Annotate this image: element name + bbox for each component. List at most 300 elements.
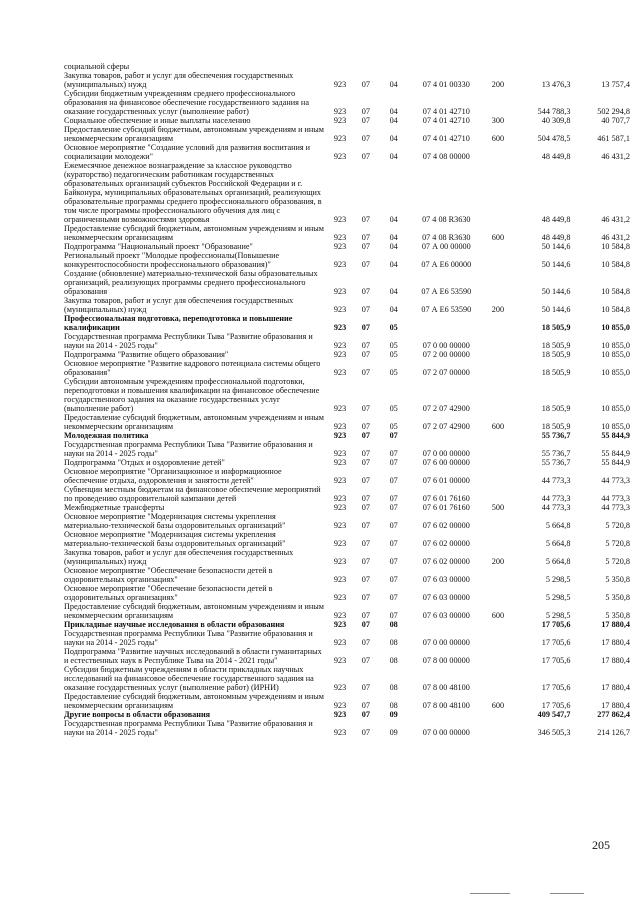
amount-year1: 17 705,6 — [541, 683, 571, 692]
target-article-code: 07 4 01 42710 — [422, 107, 470, 116]
amount-year2: 46 431,2 — [601, 152, 630, 161]
section-code: 07 — [361, 233, 370, 242]
section-code: 07 — [361, 260, 370, 269]
expense-type-code: 600 — [491, 611, 505, 620]
subsection-code: 05 — [389, 422, 398, 431]
table-row — [64, 629, 630, 647]
table-row — [64, 161, 630, 224]
subsection-code: 05 — [389, 341, 398, 350]
target-article-code: 07 2 00 00000 — [422, 350, 470, 359]
admin-code: 923 — [333, 494, 347, 503]
amount-year1: 17 705,6 — [541, 638, 571, 647]
target-article-code: 07 4 01 42710 — [422, 116, 470, 125]
table-row — [64, 296, 630, 314]
amount-year1: 5 298,5 — [545, 575, 571, 584]
target-article-code: 07 6 02 00000 — [422, 521, 470, 530]
admin-code: 923 — [333, 233, 347, 242]
row-name: Предоставление субсидий бюджетным, автономным учреждениям и иным некоммерческим организациям — [64, 602, 324, 620]
target-article-code: 07 2 07 00000 — [422, 368, 470, 377]
amount-year1: 50 144,6 — [541, 305, 571, 314]
section-code: 07 — [361, 215, 370, 224]
amount-year1: 18 505,9 — [541, 341, 571, 350]
section-code: 07 — [361, 710, 370, 719]
target-article-code: 07 А Е6 00000 — [421, 260, 472, 269]
amount-year2: 10 855,0 — [601, 404, 630, 413]
amount-year1: 55 736,7 — [541, 431, 571, 440]
row-name: Основное мероприятие "Модернизация системы укрепления материально-технической базы оздоровительных организаций" — [64, 530, 286, 548]
subsection-code: 05 — [389, 350, 398, 359]
amount-year1: 18 505,9 — [541, 350, 571, 359]
amount-year1: 409 547,7 — [537, 710, 571, 719]
amount-year1: 5 298,5 — [545, 611, 571, 620]
budget-table — [64, 62, 630, 737]
row-name: Основное мероприятие "Развитие кадрового потенциала системы общего образования" — [64, 359, 321, 377]
admin-code: 923 — [333, 323, 347, 332]
subsection-code: 04 — [389, 134, 398, 143]
footer-dash — [550, 893, 584, 894]
admin-code: 923 — [333, 539, 347, 548]
expense-type-code: 600 — [491, 422, 505, 431]
subsection-code: 04 — [389, 80, 398, 89]
table-row — [64, 710, 630, 719]
row-name: Подпрограмма "Национальный проект "Образование" — [64, 242, 253, 251]
subsection-code: 07 — [389, 494, 398, 503]
admin-code: 923 — [333, 80, 347, 89]
subsection-code: 05 — [389, 323, 398, 332]
subsection-code: 04 — [389, 215, 398, 224]
amount-year1: 50 144,6 — [541, 242, 571, 251]
table-row — [64, 530, 630, 548]
admin-code: 923 — [333, 683, 347, 692]
amount-year1: 5 298,5 — [545, 593, 571, 602]
row-name: Предоставление субсидий бюджетным, автономным учреждениям и иным некоммерческим организациям — [64, 692, 324, 710]
amount-year1: 18 505,9 — [541, 422, 571, 431]
subsection-code: 07 — [389, 449, 398, 458]
footer-dash — [470, 893, 510, 894]
row-name: Государственная программа Республики Тыва "Развитие образования и науки на 2014 - 2025 годы" — [64, 719, 313, 737]
row-name: Предоставление субсидий бюджетным, автономным учреждениям и иным некоммерческим организациям — [64, 125, 324, 143]
section-code: 07 — [361, 134, 370, 143]
row-name: Основное мероприятие "Организационное и информационное обеспечение отдыха, оздоровления и занятости детей" — [64, 467, 282, 485]
row-name: Основное мероприятие "Создание условий для развития воспитания и социализации молодежи" — [64, 143, 311, 161]
admin-code: 923 — [333, 287, 347, 296]
table-row — [64, 251, 630, 269]
table-row — [64, 269, 630, 296]
subsection-code: 07 — [389, 539, 398, 548]
section-code: 07 — [361, 80, 370, 89]
admin-code: 923 — [333, 620, 347, 629]
subsection-code: 07 — [389, 521, 398, 530]
subsection-code: 08 — [389, 683, 398, 692]
amount-year1: 5 664,8 — [545, 539, 571, 548]
subsection-code: 08 — [389, 656, 398, 665]
amount-year2: 10 584,8 — [601, 260, 630, 269]
amount-year2: 40 707,7 — [601, 116, 630, 125]
amount-year2: 10 584,8 — [601, 242, 630, 251]
amount-year2: 17 880,4 — [601, 620, 630, 629]
amount-year2: 10 584,8 — [601, 305, 630, 314]
target-article-code: 07 6 01 76160 — [422, 494, 470, 503]
row-name: Создание (обновление) материально-технической базы образовательных организаций, реализующих программы среднего профессионального образования — [64, 269, 318, 296]
admin-code: 923 — [333, 215, 347, 224]
subsection-code: 07 — [389, 503, 398, 512]
target-article-code: 07 8 00 00000 — [422, 656, 470, 665]
amount-year2: 10 855,0 — [601, 422, 630, 431]
table-row — [64, 665, 630, 692]
target-article-code: 07 6 03 00000 — [422, 611, 470, 620]
amount-year2: 17 880,4 — [601, 656, 630, 665]
amount-year1: 18 505,9 — [541, 323, 571, 332]
amount-year2: 5 350,8 — [605, 611, 630, 620]
row-name: Закупка товаров, работ и услуг для обеспечения государственных (муниципальных) нужд — [64, 296, 294, 314]
section-code: 07 — [361, 575, 370, 584]
admin-code: 923 — [333, 152, 347, 161]
section-code: 07 — [361, 521, 370, 530]
table-row — [64, 692, 630, 710]
table-row — [64, 314, 630, 332]
admin-code: 923 — [333, 134, 347, 143]
amount-year1: 44 773,3 — [541, 503, 571, 512]
amount-year2: 46 431,2 — [601, 215, 630, 224]
section-code: 07 — [361, 593, 370, 602]
amount-year2: 44 773,3 — [601, 494, 630, 503]
amount-year2: 55 844,9 — [601, 449, 630, 458]
amount-year2: 10 855,0 — [601, 323, 630, 332]
row-name: Государственная программа Республики Тыва "Развитие образования и науки на 2014 - 2025 годы" — [64, 629, 313, 647]
row-name: Подпрограмма "Развитие научных исследований в области гуманитарных и естественных наук в Республике Тыва на 2014 - 2021 годы" — [64, 647, 322, 665]
target-article-code: 07 0 00 00000 — [422, 341, 470, 350]
table-row — [64, 377, 630, 413]
row-name: Закупка товаров, работ и услуг для обеспечения государственных (муниципальных) нужд — [64, 71, 294, 89]
subsection-code: 05 — [389, 404, 398, 413]
table-row — [64, 647, 630, 665]
amount-year1: 50 144,6 — [541, 287, 571, 296]
amount-year1: 44 773,3 — [541, 476, 571, 485]
page-number: 205 — [592, 838, 610, 852]
subsection-code: 08 — [389, 638, 398, 647]
target-article-code: 07 4 01 00330 — [422, 80, 470, 89]
admin-code: 923 — [333, 305, 347, 314]
section-code: 07 — [361, 458, 370, 467]
section-code: 07 — [361, 620, 370, 629]
amount-year1: 544 788,3 — [537, 107, 571, 116]
amount-year2: 17 880,4 — [601, 683, 630, 692]
amount-year2: 17 880,4 — [601, 701, 630, 710]
table-row — [64, 485, 630, 503]
target-article-code: 07 4 08 00000 — [422, 152, 470, 161]
admin-code: 923 — [333, 242, 347, 251]
target-article-code: 07 6 01 76160 — [422, 503, 470, 512]
subsection-code: 08 — [389, 701, 398, 710]
row-name: Основное мероприятие "Обеспечение безопасности детей в оздоровительных организациях" — [64, 566, 273, 584]
section-code: 07 — [361, 422, 370, 431]
section-code: 07 — [361, 323, 370, 332]
table-row — [64, 359, 630, 377]
target-article-code: 07 2 07 42900 — [422, 422, 470, 431]
amount-year1: 17 705,6 — [541, 701, 571, 710]
row-name: Закупка товаров, работ и услуг для обеспечения государственных (муниципальных) нужд — [64, 548, 294, 566]
admin-code: 923 — [333, 728, 347, 737]
admin-code: 923 — [333, 701, 347, 710]
amount-year1: 18 505,9 — [541, 404, 571, 413]
amount-year1: 18 505,9 — [541, 368, 571, 377]
admin-code: 923 — [333, 116, 347, 125]
section-code: 07 — [361, 656, 370, 665]
amount-year2: 10 855,0 — [601, 350, 630, 359]
table-row — [64, 719, 630, 737]
section-code: 07 — [361, 611, 370, 620]
amount-year1: 17 705,6 — [541, 620, 571, 629]
target-article-code: 07 4 08 R3630 — [422, 215, 471, 224]
table-row — [64, 332, 630, 350]
table-row — [64, 620, 630, 629]
section-code: 07 — [361, 404, 370, 413]
admin-code: 923 — [333, 593, 347, 602]
target-article-code: 07 А Е6 53590 — [421, 287, 472, 296]
amount-year2: 502 294,8 — [597, 107, 630, 116]
table-row — [64, 350, 630, 359]
target-article-code: 07 6 02 00000 — [422, 539, 470, 548]
subsection-code: 08 — [389, 620, 398, 629]
row-name: социальной сферы — [64, 62, 130, 71]
amount-year2: 44 773,3 — [601, 503, 630, 512]
admin-code: 923 — [333, 656, 347, 665]
subsection-code: 07 — [389, 611, 398, 620]
table-row — [64, 467, 630, 485]
admin-code: 923 — [333, 557, 347, 566]
amount-year2: 44 773,3 — [601, 476, 630, 485]
row-name: Региональный проект "Молодые профессионалы(Повышение конкурентоспособности профессионального образования)" — [64, 251, 280, 269]
amount-year1: 504 478,5 — [537, 134, 571, 143]
table-row — [64, 143, 630, 161]
amount-year1: 55 736,7 — [541, 458, 571, 467]
expense-type-code: 200 — [491, 305, 505, 314]
target-article-code: 07 0 00 00000 — [422, 638, 470, 647]
amount-year2: 10 855,0 — [601, 341, 630, 350]
table-row — [64, 224, 630, 242]
section-code: 07 — [361, 503, 370, 512]
section-code: 07 — [361, 476, 370, 485]
admin-code: 923 — [333, 341, 347, 350]
admin-code: 923 — [333, 611, 347, 620]
amount-year1: 48 449,8 — [541, 233, 571, 242]
table-row — [64, 584, 630, 602]
section-code: 07 — [361, 287, 370, 296]
row-name: Межбюджетные трансферты — [64, 503, 165, 512]
section-code: 07 — [361, 305, 370, 314]
subsection-code: 04 — [389, 233, 398, 242]
section-code: 07 — [361, 728, 370, 737]
subsection-code: 04 — [389, 152, 398, 161]
table-row — [64, 440, 630, 458]
admin-code: 923 — [333, 575, 347, 584]
amount-year2: 46 431,2 — [601, 233, 630, 242]
row-name: Субсидии бюджетным учреждениям среднего профессионального образования на финансовое обеспечение государственного задания на оказание государственных услуг (выполнение работ) — [64, 89, 309, 116]
admin-code: 923 — [333, 638, 347, 647]
expense-type-code: 200 — [491, 557, 505, 566]
admin-code: 923 — [333, 350, 347, 359]
table-row — [64, 116, 630, 125]
row-name: Государственная программа Республики Тыва "Развитие образования и науки на 2014 - 2025 годы" — [64, 332, 313, 350]
target-article-code: 07 А Е6 53590 — [421, 305, 472, 314]
table-row — [64, 71, 630, 89]
section-code: 07 — [361, 557, 370, 566]
target-article-code: 07 0 00 00000 — [422, 728, 470, 737]
expense-type-code: 500 — [491, 503, 505, 512]
section-code: 07 — [361, 107, 370, 116]
section-code: 07 — [361, 368, 370, 377]
amount-year2: 55 844,9 — [601, 458, 630, 467]
table-row — [64, 503, 630, 512]
row-name: Подпрограмма "Отдых и оздоровление детей" — [64, 458, 225, 467]
row-name: Молодежная политика — [64, 431, 149, 440]
subsection-code: 04 — [389, 116, 398, 125]
section-code: 07 — [361, 116, 370, 125]
admin-code: 923 — [333, 404, 347, 413]
table-row — [64, 458, 630, 467]
table-row — [64, 89, 630, 116]
subsection-code: 07 — [389, 458, 398, 467]
table-row — [64, 431, 630, 440]
target-article-code: 07 6 00 00000 — [422, 458, 470, 467]
section-code: 07 — [361, 152, 370, 161]
row-name: Профессиональная подготовка, переподготовка и повышение квалификации — [64, 314, 293, 332]
amount-year1: 48 449,8 — [541, 152, 571, 161]
table-row — [64, 566, 630, 584]
expense-type-code: 600 — [491, 134, 505, 143]
row-name: Другие вопросы в области образования — [64, 710, 211, 719]
table-row — [64, 62, 630, 71]
admin-code: 923 — [333, 503, 347, 512]
amount-year1: 5 664,8 — [545, 557, 571, 566]
target-article-code: 07 6 02 00000 — [422, 557, 470, 566]
section-code: 07 — [361, 539, 370, 548]
row-name: Социальное обеспечение и иные выплаты населению — [64, 116, 251, 125]
subsection-code: 04 — [389, 305, 398, 314]
subsection-code: 09 — [389, 710, 398, 719]
admin-code: 923 — [333, 458, 347, 467]
section-code: 07 — [361, 341, 370, 350]
amount-year1: 40 309,8 — [541, 116, 571, 125]
target-article-code: 07 А 00 00000 — [421, 242, 471, 251]
amount-year1: 5 664,8 — [545, 521, 571, 530]
amount-year2: 461 587,1 — [597, 134, 630, 143]
admin-code: 923 — [333, 449, 347, 458]
subsection-code: 07 — [389, 575, 398, 584]
expense-type-code: 300 — [491, 116, 505, 125]
row-name: Предоставление субсидий бюджетным, автономным учреждениям и иным некоммерческим организациям — [64, 413, 324, 431]
target-article-code: 07 8 00 48100 — [422, 701, 470, 710]
amount-year1: 13 476,3 — [541, 80, 571, 89]
section-code: 07 — [361, 431, 370, 440]
admin-code: 923 — [333, 710, 347, 719]
row-name: Субсидии бюджетным учреждениям в области прикладных научных исследований на финансовое обеспечение государственного задания на оказание государственных услуг (выполнение работ) (ИРНИ) — [64, 665, 314, 692]
admin-code: 923 — [333, 368, 347, 377]
amount-year2: 10 584,8 — [601, 287, 630, 296]
section-code: 07 — [361, 701, 370, 710]
amount-year2: 214 126,7 — [597, 728, 630, 737]
amount-year1: 346 505,3 — [537, 728, 571, 737]
subsection-code: 09 — [389, 728, 398, 737]
amount-year1: 17 705,6 — [541, 656, 571, 665]
amount-year1: 50 144,6 — [541, 260, 571, 269]
admin-code: 923 — [333, 422, 347, 431]
table-row — [64, 413, 630, 431]
amount-year1: 48 449,8 — [541, 215, 571, 224]
subsection-code: 04 — [389, 242, 398, 251]
admin-code: 923 — [333, 476, 347, 485]
target-article-code: 07 8 00 48100 — [422, 683, 470, 692]
amount-year1: 55 736,7 — [541, 449, 571, 458]
target-article-code: 07 2 07 42900 — [422, 404, 470, 413]
row-name: Субвенции местным бюджетам на финансовое обеспечение мероприятий по проведению оздоровительной кампании детей — [64, 485, 321, 503]
amount-year2: 5 720,8 — [605, 521, 630, 530]
subsection-code: 07 — [389, 476, 398, 485]
row-name: Субсидии автономным учреждениям профессиональной подготовки, переподготовки и повышения квалификации на финансовое обеспечение государственного задания на оказание государственных услуг (выполнение работ) — [64, 377, 320, 413]
section-code: 07 — [361, 242, 370, 251]
section-code: 07 — [361, 494, 370, 503]
subsection-code: 05 — [389, 368, 398, 377]
row-name: Основное мероприятие "Обеспечение безопасности детей в оздоровительных организациях" — [64, 584, 273, 602]
section-code: 07 — [361, 683, 370, 692]
section-code: 07 — [361, 638, 370, 647]
table-row — [64, 548, 630, 566]
row-name: Подпрограмма "Развитие общего образования" — [64, 350, 229, 359]
admin-code: 923 — [333, 260, 347, 269]
target-article-code: 07 4 08 R3630 — [422, 233, 471, 242]
subsection-code: 07 — [389, 431, 398, 440]
amount-year1: 44 773,3 — [541, 494, 571, 503]
amount-year2: 55 844,9 — [601, 431, 630, 440]
expense-type-code: 200 — [491, 80, 505, 89]
amount-year2: 10 855,0 — [601, 368, 630, 377]
subsection-code: 04 — [389, 260, 398, 269]
table-row — [64, 125, 630, 143]
expense-type-code: 600 — [491, 233, 505, 242]
amount-year2: 13 757,4 — [601, 80, 630, 89]
amount-year2: 17 880,4 — [601, 638, 630, 647]
table-row — [64, 602, 630, 620]
amount-year2: 5 350,8 — [605, 575, 630, 584]
row-name: Государственная программа Республики Тыва "Развитие образования и науки на 2014 - 2025 годы" — [64, 440, 313, 458]
admin-code: 923 — [333, 521, 347, 530]
target-article-code: 07 0 00 00000 — [422, 449, 470, 458]
target-article-code: 07 6 01 00000 — [422, 476, 470, 485]
row-name: Основное мероприятие "Модернизация системы укрепления материально-технической базы оздоровительных организаций" — [64, 512, 286, 530]
row-name: Прикладные научные исследования в области образования — [64, 620, 285, 629]
subsection-code: 04 — [389, 287, 398, 296]
subsection-code: 07 — [389, 593, 398, 602]
amount-year2: 277 862,4 — [597, 710, 630, 719]
subsection-code: 04 — [389, 107, 398, 116]
amount-year2: 5 720,8 — [605, 539, 630, 548]
section-code: 07 — [361, 449, 370, 458]
table-row — [64, 242, 630, 251]
target-article-code: 07 6 03 00000 — [422, 593, 470, 602]
expense-type-code: 600 — [491, 701, 505, 710]
target-article-code: 07 6 03 00000 — [422, 575, 470, 584]
admin-code: 923 — [333, 431, 347, 440]
amount-year2: 5 350,8 — [605, 593, 630, 602]
section-code: 07 — [361, 350, 370, 359]
row-name: Ежемесячное денежное вознаграждение за классное руководство (кураторство) педагогическим работникам государственных образовательных организаций субъектов Российской Федерации и г. Байконура, муниципальных образовательных организаций, реализующих образовательные программы среднего профессионального образования, в том числе программы профессионального обучения для лиц с ограниченными возможностями здоровья — [64, 161, 322, 224]
amount-year2: 5 720,8 — [605, 557, 630, 566]
admin-code: 923 — [333, 107, 347, 116]
target-article-code: 07 4 01 42710 — [422, 134, 470, 143]
row-name: Предоставление субсидий бюджетным, автономным учреждениям и иным некоммерческим организациям — [64, 224, 324, 242]
table-row — [64, 512, 630, 530]
subsection-code: 07 — [389, 557, 398, 566]
